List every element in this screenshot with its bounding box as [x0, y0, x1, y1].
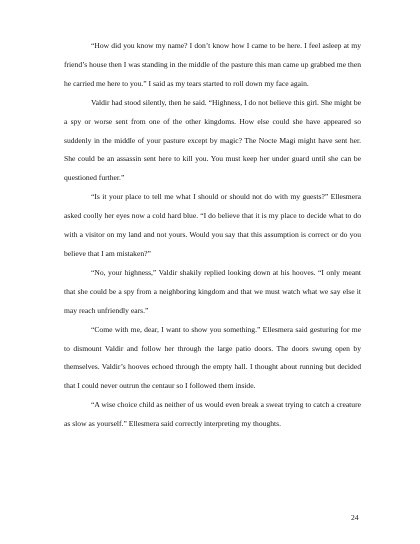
paragraph-6: “A wise choice child as neither of us would even break a sweat trying to catch a creature as slow as yourself.” Ellesmera said correctly interpreting my thoughts.	[64, 400, 361, 429]
paragraph-1: “How did you know my name? I don’t know how I came to be here. I feel asleep at my friend’s house then I was standing in the middle of the pasture this man came up grabbed me then he carried me here to you.” I said as my tears started to roll down my face again.	[64, 41, 361, 88]
paragraph-2: Valdir had stood silently, then he said. “Highness, I do not believe this girl. She might be a spy or worse sent from one of the other kingdoms. How else could she have appeared so suddenly in the middle of your pasture except by magic? The Nocte Magi might have sent her. She could be an assassin sent here to kill you. You must keep her under guard until she can be questioned further.”	[64, 97, 361, 183]
paragraph-4: “No, your highness,” Valdir shakily replied looking down at his hooves. “I only meant that she could be a spy from a neighboring kingdom and that we must watch what we say else it may reach unfriendly ears.”	[64, 267, 361, 315]
page-body	[64, 37, 361, 434]
paragraph-5: “Come with me, dear, I want to show you something.” Ellesmera said gesturing for me to dismount Valdir and follow her through the large patio doors. The doors swung open by themselves. Valdir’s hooves echoed through the empty hall. I thought about running but decided that I could never outrun the centaur so I followed them inside.	[64, 324, 361, 391]
paragraph-3: “Is it your place to tell me what I should or should not do with my guests?” Ellesmera asked coolly her eyes now a cold hard blue. “I do believe that it is my place to decide what to do with a visitor on my land and not yours. Would you say that this assumption is correct or do you believe that I am mistaken?”	[64, 192, 361, 258]
page-number: 24	[351, 513, 359, 522]
